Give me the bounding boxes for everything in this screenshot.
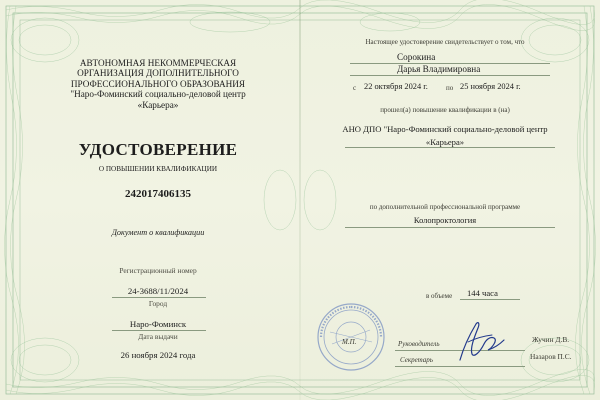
document-title: УДОСТОВЕРЕНИЕ xyxy=(78,140,238,159)
org-line: ОРГАНИЗАЦИЯ ДОПОЛНИТЕЛЬНОГО xyxy=(77,68,239,79)
holder-name: Дарья Владимировна xyxy=(397,64,481,74)
underline xyxy=(112,297,206,298)
underline xyxy=(345,227,555,228)
underline xyxy=(350,75,550,76)
secretary-name: Назаров П.С. xyxy=(530,352,572,361)
stamp-place-label: М.П. xyxy=(342,338,357,346)
head-name: Жучин Д.В. xyxy=(532,335,570,344)
document-type: Документ о квалификации xyxy=(111,228,205,237)
organization-name xyxy=(70,58,245,110)
city-value: Наро-Фоминск xyxy=(129,319,187,329)
underline xyxy=(112,330,206,331)
program-name: Колопроктология xyxy=(413,216,477,225)
document-subtitle: О ПОВЫШЕНИИ КВАЛИФИКАЦИИ xyxy=(98,165,218,173)
certificate-number: 242017406135 xyxy=(125,188,191,200)
institution-line-1: АНО ДПО "Наро-Фоминский социально-деловой центр xyxy=(342,124,548,134)
holder-surname: Сорокина xyxy=(397,52,436,62)
registration-label: Регистрационный номер xyxy=(119,266,197,275)
signature xyxy=(450,316,510,366)
registration-number: 24-3688/11/2024 xyxy=(127,286,189,296)
issue-date-label: Дата выдачи xyxy=(138,332,178,341)
volume-value: 144 часа xyxy=(467,288,498,298)
from-prefix: с xyxy=(353,84,357,92)
from-date: 22 октября 2024 г. xyxy=(364,82,428,91)
fold-line xyxy=(299,0,301,400)
city-label: Город xyxy=(148,299,168,308)
signature-line xyxy=(395,366,525,367)
institution-line-2: «Карьера» xyxy=(425,137,465,147)
intro-text: Настоящее удостоверение свидетельствует о том, что xyxy=(365,38,525,46)
org-line: "Наро-Фоминский социально-деловой центр xyxy=(70,89,246,100)
org-line: АВТОНОМНАЯ НЕКОММЕРЧЕСКАЯ xyxy=(79,58,237,68)
passed-text: прошел(а) повышение квалификации в (на) xyxy=(380,106,510,114)
head-label: Руководитель xyxy=(398,340,440,348)
issue-date-value: 26 ноября 2024 года xyxy=(120,350,196,360)
seal-stamp xyxy=(316,302,386,372)
org-line: «Карьера» xyxy=(137,99,179,110)
secretary-label: Секретарь xyxy=(400,356,433,364)
underline xyxy=(345,147,555,148)
org-line: ПРОФЕССИОНАЛЬНОГО ОБРАЗОВАНИЯ xyxy=(70,78,246,89)
volume-label: в объеме xyxy=(426,292,453,300)
to-prefix: по xyxy=(446,84,454,92)
program-label: по дополнительной профессиональной программе xyxy=(369,203,521,211)
underline xyxy=(460,299,520,300)
to-date: 25 ноября 2024 г. xyxy=(460,82,521,91)
